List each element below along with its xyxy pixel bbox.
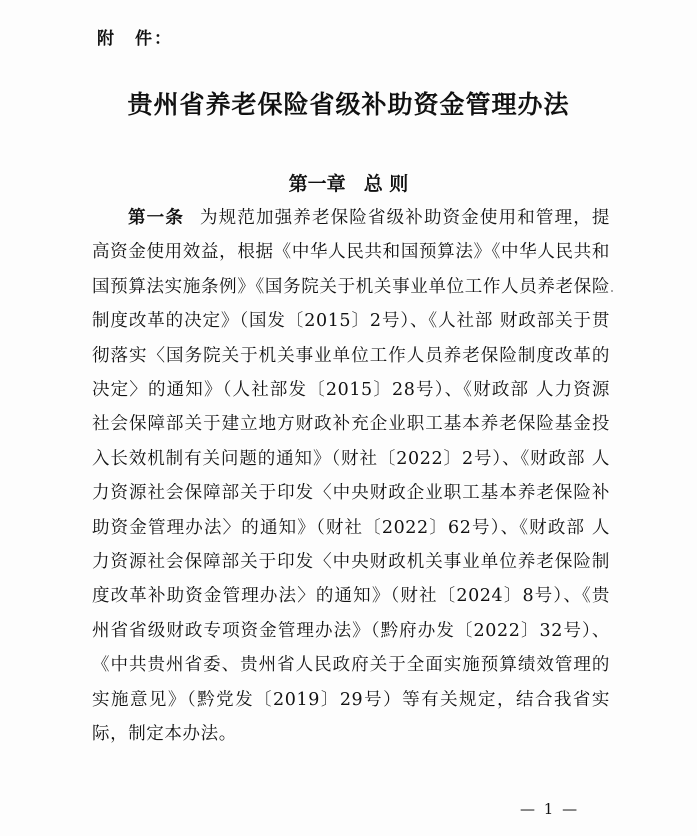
page-number: — 1 — [520, 800, 580, 818]
chapter-name: 总 则 [363, 173, 409, 195]
attachment-label: 附 件： [97, 29, 173, 49]
scan-speck [611, 290, 613, 292]
chapter-number: 第一章 [288, 173, 346, 195]
chapter-heading [0, 169, 697, 196]
article-label: 第一条 [128, 208, 184, 228]
article-text: 为规范加强养老保险省级补助资金使用和管理，提高资金使用效益，根据《中华人民共和国预算法》《中华人民共和国预算法实施条例》《国务院关于机关事业单位工作人员养老保险制度改革的决定》（国发〔2015〕2号）、《人社部 财政部关于贯彻落实〈国务院关于机关事业单位工作人员养老保险制度改革的决定〉的通知》（人社部发〔2015〕28号）、《财政部 人力资源社会保障部关于建立地方财政补充企业职工基本养老保险基金投入长效机制有关问题的通知》（财社〔2022〕2号）、《财政部 人力资源社会保障部关于印发〈中央财政企业职工基本养老保险补助资金管理办法〉的通知》（财社〔2022〕62号）、《财政部 人力资源社会保障部关于印发〈中央财政机关事业单位养老保险制度改革补助资金管理办法〉的通知》（财社〔2024〕8号）、《贵州省省级财政专项资金管理办法》（黔府办发〔2022〕32号）、《中共贵州省委、贵州省人民政府关于全面实施预算绩效管理的实施意见》（黔党发〔2019〕29号）等有关规定，结合我省实际，制定本办法。 [92, 208, 610, 745]
document-title: 贵州省养老保险省级补助资金管理办法 [127, 90, 570, 119]
article-paragraph [92, 201, 610, 752]
